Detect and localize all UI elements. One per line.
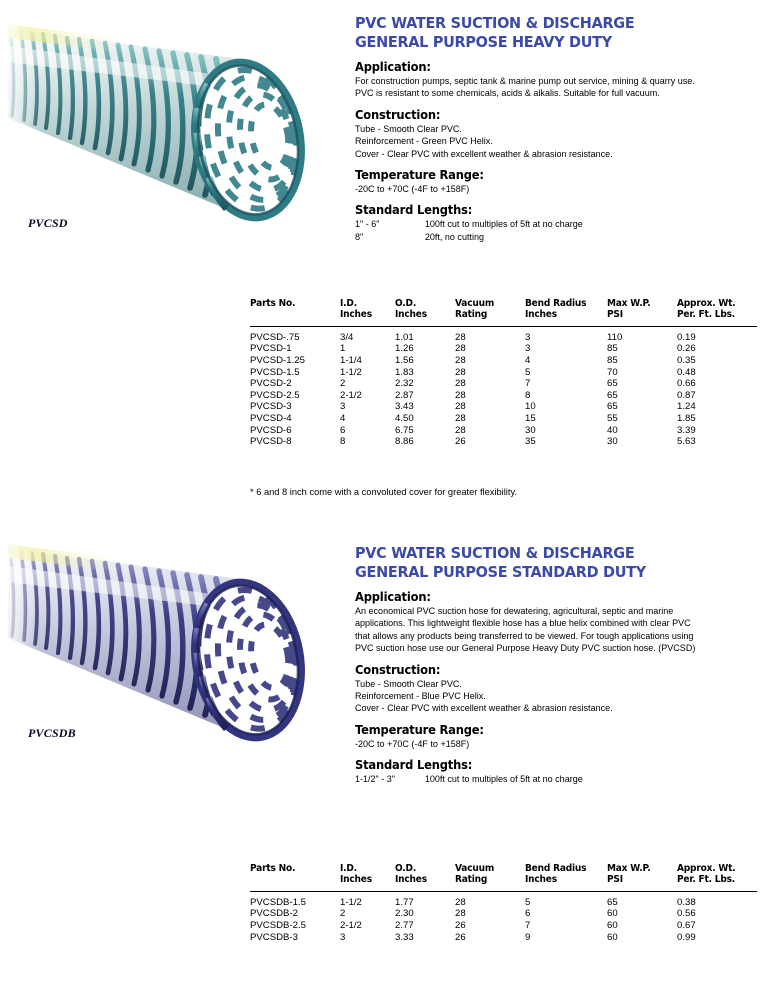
table-cell: PVCSDB-1.5	[250, 896, 306, 908]
table-cell: 65	[607, 378, 618, 390]
table-cell: PVCSD-1.25	[250, 355, 305, 366]
table-cell: 8.86	[395, 436, 414, 448]
hose-caption-pvcsdb: PVCSDB	[28, 726, 76, 740]
table-cell: 70	[607, 366, 618, 378]
table-cell: 28	[455, 908, 466, 920]
table-cell: 85	[607, 343, 618, 355]
table-cell: 35	[525, 436, 536, 448]
table-cell: 3	[525, 331, 531, 343]
table-cell: 2-1/2	[340, 389, 362, 401]
table-cell: 1.56	[395, 355, 414, 366]
th-max-wp: Max W.P. PSI	[607, 298, 651, 321]
table-cell: 28	[455, 401, 466, 413]
table-row	[250, 326, 757, 343]
table-row	[250, 436, 757, 448]
table-row	[250, 920, 757, 932]
table-cell: 0.35	[677, 355, 696, 366]
table-row	[250, 932, 757, 944]
table-row	[250, 891, 757, 908]
table-cell: 65	[607, 896, 618, 908]
table-body-pvcsdb	[250, 891, 757, 943]
standard-lengths-body	[355, 773, 762, 785]
table-cell: 1.83	[395, 366, 414, 378]
temperature-heading: Temperature Range:	[355, 167, 484, 183]
table-cell: 2.77	[395, 920, 414, 931]
table-cell: 5.63	[677, 436, 696, 448]
table-cell: PVCSD-6	[250, 424, 292, 436]
spec-table-pvcsd	[250, 298, 736, 448]
table-cell: 10	[525, 401, 536, 413]
product-title-line1: PVC WATER SUCTION & DISCHARGE	[355, 14, 635, 32]
table-cell: 6.75	[395, 424, 414, 436]
table-cell: 26	[455, 931, 466, 943]
table-cell: 40	[607, 424, 618, 436]
table-cell: 1.85	[677, 412, 696, 424]
table-cell: 8	[340, 436, 346, 448]
table-cell: 28	[455, 378, 466, 390]
table-cell: 3	[525, 343, 531, 355]
table-cell: 30	[607, 436, 618, 448]
table-row	[250, 355, 757, 367]
table-row	[250, 378, 757, 390]
table-cell: 8	[525, 389, 531, 401]
table-cell: 9	[525, 931, 531, 943]
table-cell: 0.48	[677, 366, 696, 378]
table-cell: 26	[455, 920, 466, 931]
table-row	[250, 908, 757, 920]
table-cell: 0.56	[677, 908, 696, 920]
product-section-pvcsdb	[0, 530, 778, 984]
temperature-body: -20C to +70C (-4F to +158F)	[355, 738, 470, 749]
table-cell: 0.66	[677, 378, 696, 390]
product-title-line2: GENERAL PURPOSE STANDARD DUTY	[355, 563, 646, 581]
table-cell: 0.26	[677, 343, 696, 355]
table-cell: 30	[525, 424, 536, 436]
table-cell: 2	[340, 378, 346, 390]
product-title-line2: GENERAL PURPOSE HEAVY DUTY	[355, 33, 612, 51]
table-cell: 65	[607, 401, 618, 413]
table-cell: 28	[455, 343, 466, 355]
table-cell: 0.87	[677, 389, 696, 401]
table-cell: 6	[525, 908, 531, 920]
spec-table-pvcsdb	[250, 863, 736, 943]
table-cell: PVCSDB-2.5	[250, 920, 306, 931]
standard-lengths-heading: Standard Lengths:	[355, 202, 473, 218]
temperature-body: -20C to +70C (-4F to +158F)	[355, 184, 470, 195]
table-cell: 1.01	[395, 331, 414, 343]
table-cell: PVCSD-3	[250, 401, 292, 413]
table-cell: 110	[607, 331, 623, 343]
table-cell: 4.50	[395, 412, 414, 424]
table-cell: 2.87	[395, 389, 414, 401]
table-row	[250, 343, 757, 355]
hose-caption-pvcsd: PVCSD	[28, 216, 68, 230]
table-cell: 1-1/2	[340, 366, 362, 378]
table-cell: PVCSD-2.5	[250, 389, 300, 401]
table-cell: 28	[455, 389, 466, 401]
product-info-pvcsd	[355, 14, 775, 243]
table-cell: 2-1/2	[340, 920, 362, 931]
hose-image-pvcsdb	[0, 530, 345, 785]
table-cell: PVCSD-1.5	[250, 366, 300, 378]
hose-image-pvcsd	[0, 0, 345, 255]
product-title-line1: PVC WATER SUCTION & DISCHARGE	[355, 544, 635, 562]
table-cell: 1.24	[677, 401, 696, 413]
th-max-wp: Max W.P. PSI	[607, 863, 651, 886]
table-cell: 5	[525, 896, 531, 908]
table-row	[250, 401, 757, 413]
table-cell: 28	[455, 355, 466, 366]
table-cell: 0.38	[677, 896, 696, 908]
application-body: For construction pumps, septic tank & marine pump out service, mining & quarry use. PVC is resistant to some chemicals, acids & alkalis. Suitable for full vacuum.	[355, 76, 695, 99]
table-cell: 3.33	[395, 931, 414, 943]
th-approx-wt: Approx. Wt. Per. Ft. Lbs.	[677, 298, 736, 321]
table-cell: 28	[455, 331, 466, 343]
footnote-pvcsd: * 6 and 8 inch come with a convoluted cover for greater flexibility.	[250, 487, 517, 497]
table-cell: 3.43	[395, 401, 414, 413]
table-cell: PVCSD-2	[250, 378, 292, 390]
table-cell: 3.39	[677, 424, 696, 436]
length-row: 1" - 6" 100ft cut to multiples of 5ft at no charge	[355, 219, 583, 230]
table-row	[250, 390, 757, 402]
construction-heading: Construction:	[355, 106, 441, 122]
th-parts-no: Parts No.	[250, 863, 296, 874]
application-heading: Application:	[355, 589, 431, 604]
table-cell: 85	[607, 355, 618, 366]
table-cell: 1-1/2	[340, 896, 362, 908]
th-vacuum-rating: Vacuum Rating	[455, 863, 495, 886]
table-cell: 3	[340, 931, 346, 943]
table-cell: 7	[525, 378, 531, 390]
table-cell: 4	[525, 355, 531, 366]
hose-illustration	[0, 530, 345, 785]
table-row	[250, 367, 757, 379]
table-cell: 60	[607, 920, 618, 931]
th-bend-radius: Bend Radius Inches	[525, 863, 587, 886]
table-cell: PVCSD-1	[250, 343, 292, 355]
length-row: 8" 20ft, no cutting	[355, 231, 485, 242]
table-cell: 55	[607, 412, 618, 424]
construction-heading: Construction:	[355, 661, 441, 677]
table-cell: 0.99	[677, 931, 696, 943]
table-cell: 1-1/4	[340, 355, 362, 366]
th-od: O.D. Inches	[395, 298, 427, 321]
table-cell: 1.77	[395, 896, 414, 908]
table-cell: 3/4	[340, 331, 354, 343]
table-cell: 2	[340, 908, 346, 920]
table-cell: 2.30	[395, 908, 414, 920]
th-parts-no: Parts No.	[250, 298, 296, 309]
table-header-row	[250, 298, 757, 326]
table-cell: PVCSD-.75	[250, 331, 300, 343]
construction-body: Tube - Smooth Clear PVC. Reinforcement - Blue PVC Helix. Cover - Clear PVC with excellent weather & abrasion resistance.	[355, 678, 613, 714]
table-cell: PVCSDB-2	[250, 908, 298, 920]
table-cell: 6	[340, 424, 346, 436]
table-cell: PVCSD-4	[250, 412, 292, 424]
table-cell: 28	[455, 424, 466, 436]
table-cell: 65	[607, 389, 618, 401]
table-cell: 60	[607, 908, 618, 920]
table-cell: PVCSDB-3	[250, 931, 298, 943]
application-body: An economical PVC suction hose for dewatering, agricultural, septic and marine applications. This lightweight flexible hose has a blue helix combined with clear PVC that allows any products being transferred to be viewed. For tough applications using PVC suction hose use our General Purpose Heavy Duty PVC suction hose. (PVCSD)	[355, 606, 696, 654]
th-id: I.D. Inches	[340, 863, 372, 886]
temperature-heading: Temperature Range:	[355, 721, 484, 737]
th-approx-wt: Approx. Wt. Per. Ft. Lbs.	[677, 863, 736, 886]
table-row	[250, 425, 757, 437]
table-cell: 0.67	[677, 920, 696, 931]
table-cell: 28	[455, 896, 466, 908]
length-row: 1-1/2" - 3" 100ft cut to multiples of 5ft at no charge	[355, 774, 583, 785]
th-od: O.D. Inches	[395, 863, 427, 886]
table-cell: 2.32	[395, 378, 414, 390]
table-row	[250, 413, 757, 425]
table-cell: 60	[607, 931, 618, 943]
construction-body: Tube - Smooth Clear PVC. Reinforcement - Green PVC Helix. Cover - Clear PVC with excellent weather & abrasion resistance.	[355, 123, 613, 159]
table-cell: 0.19	[677, 331, 696, 343]
table-cell: 15	[525, 412, 536, 424]
table-cell: 28	[455, 412, 466, 424]
application-heading: Application:	[355, 59, 431, 74]
table-cell: 7	[525, 920, 531, 931]
table-cell: 26	[455, 436, 466, 448]
standard-lengths-heading: Standard Lengths:	[355, 757, 473, 773]
table-header-row	[250, 863, 757, 891]
th-bend-radius: Bend Radius Inches	[525, 298, 587, 321]
th-id: I.D. Inches	[340, 298, 372, 321]
table-cell: 3	[340, 401, 346, 413]
table-cell: 1	[340, 343, 346, 355]
table-cell: 28	[455, 366, 466, 378]
table-cell: 5	[525, 366, 531, 378]
th-vacuum-rating: Vacuum Rating	[455, 298, 495, 321]
table-body-pvcsd	[250, 326, 757, 447]
table-cell: 1.26	[395, 343, 414, 355]
table-cell: PVCSD-8	[250, 436, 292, 448]
table-cell: 4	[340, 412, 346, 424]
product-info-pvcsdb	[355, 544, 775, 786]
standard-lengths-body	[355, 218, 762, 243]
